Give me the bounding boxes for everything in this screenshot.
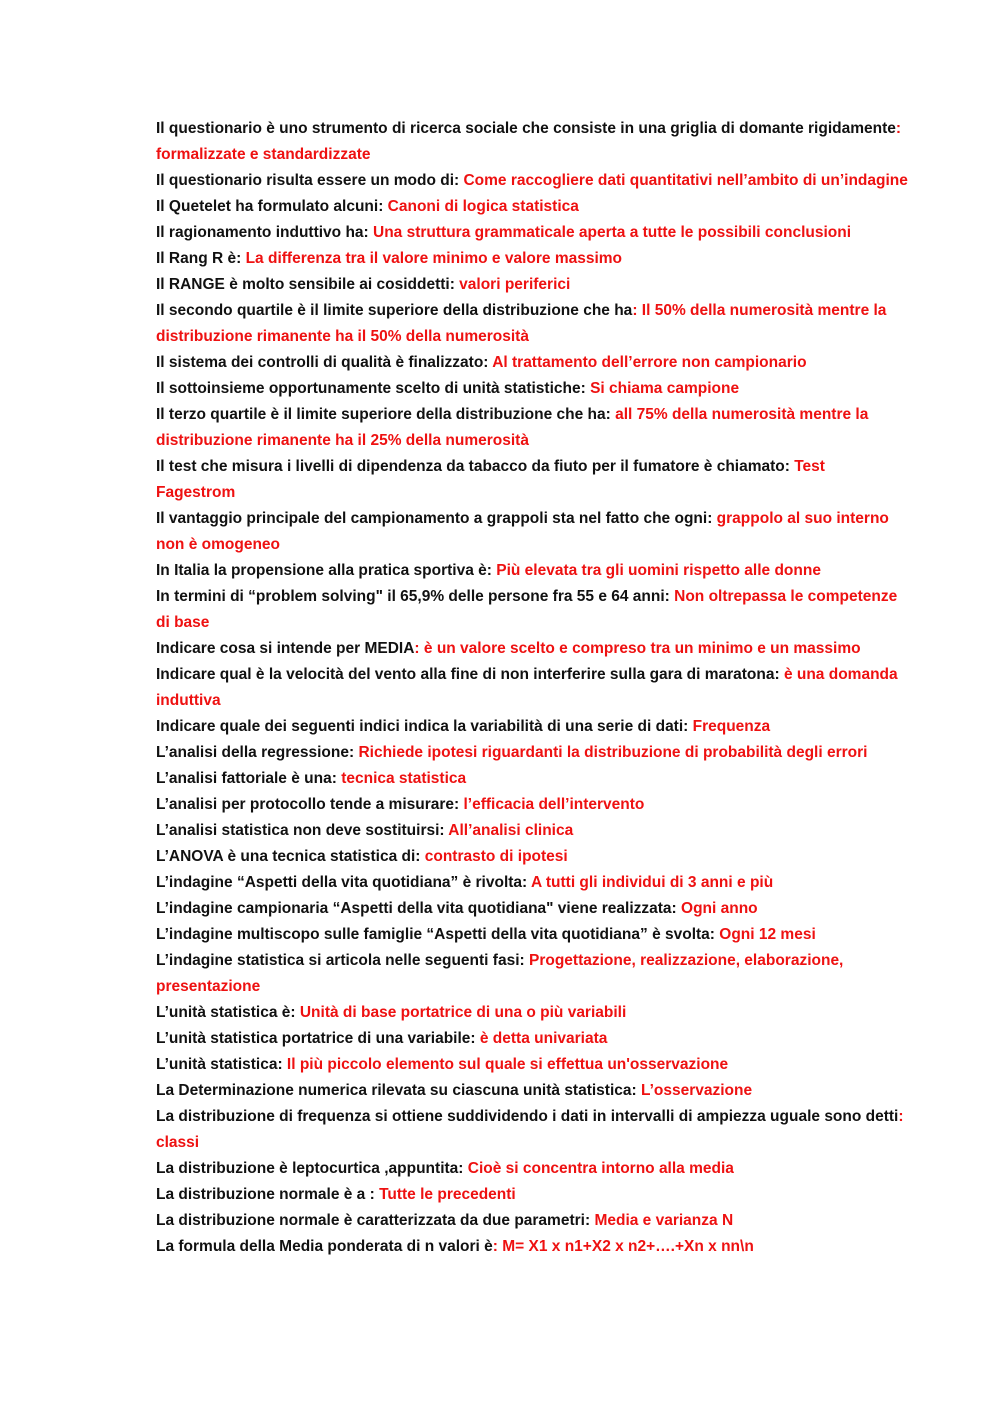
answer-text: Richiede ipotesi riguardanti la distribuzione di probabilità degli errori	[358, 744, 868, 761]
question-text: Il sistema dei controlli di qualità è finalizzato:	[156, 354, 493, 371]
qa-entry	[156, 948, 908, 1000]
answer-text: Si chiama campione	[590, 380, 740, 397]
question-text: Il sottoinsieme opportunamente scelto di unità statistiche:	[156, 380, 591, 397]
qa-entry	[156, 1208, 908, 1234]
qa-entry	[156, 870, 908, 896]
answer-text: : formalizzate e standardizzate	[156, 120, 902, 163]
qa-entry	[156, 844, 908, 870]
answer-text: Frequenza	[692, 718, 771, 735]
question-text: L’unità statistica è:	[156, 1004, 300, 1021]
answer-text: : è un valore scelto e compreso tra un minimo e un massimo	[414, 640, 861, 657]
qa-entry	[156, 766, 908, 792]
qa-entry	[156, 1026, 908, 1052]
question-text: L’ANOVA è una tecnica statistica di:	[156, 848, 425, 865]
qa-entry	[156, 246, 908, 272]
answer-text: : classi	[156, 1108, 904, 1151]
question-text: Il Rang R è:	[156, 250, 246, 267]
qa-entry	[156, 454, 908, 506]
qa-entry	[156, 662, 908, 714]
answer-text: : M= X1 x n1+X2 x n2+….+Xn x nn\n	[492, 1238, 754, 1255]
question-text: L’indagine multiscopo sulle famiglie “Aspetti della vita quotidiana” è svolta:	[156, 926, 720, 943]
qa-entry	[156, 506, 908, 558]
answer-text: Una struttura grammaticale aperta a tutte le possibili conclusioni	[373, 224, 852, 241]
qa-entry	[156, 194, 908, 220]
qa-entry	[156, 1182, 908, 1208]
qa-entry	[156, 298, 908, 350]
qa-entry	[156, 558, 908, 584]
question-text: L’indagine campionaria “Aspetti della vita quotidiana" viene realizzata:	[156, 900, 682, 917]
question-text: Il questionario risulta essere un modo di:	[156, 172, 464, 189]
question-text: La distribuzione normale è caratterizzata da due parametri:	[156, 1212, 595, 1229]
answer-text: La differenza tra il valore minimo e valore massimo	[245, 250, 623, 267]
qa-entry	[156, 1052, 908, 1078]
answer-text: tecnica statistica	[341, 770, 467, 787]
answer-text: l’efficacia dell’intervento	[463, 796, 645, 813]
question-text: L’indagine “Aspetti della vita quotidiana” è rivolta:	[156, 874, 531, 891]
answer-text: Unità di base portatrice di una o più variabili	[299, 1004, 627, 1021]
qa-entry	[156, 818, 908, 844]
qa-entry	[156, 792, 908, 818]
qa-entry	[156, 1104, 908, 1156]
question-text: Indicare quale dei seguenti indici indica la variabilità di una serie di dati:	[156, 718, 693, 735]
answer-text: L’osservazione	[640, 1082, 753, 1099]
question-text: L’analisi fattoriale è una:	[156, 770, 342, 787]
qa-entry	[156, 272, 908, 298]
qa-entry	[156, 584, 908, 636]
document-page	[156, 116, 908, 1260]
qa-entry	[156, 714, 908, 740]
answer-text: Più elevata tra gli uomini rispetto alle donne	[496, 562, 821, 579]
question-text: L’unità statistica portatrice di una variabile:	[156, 1030, 480, 1047]
question-text: Il Quetelet ha formulato alcuni:	[156, 198, 388, 215]
answer-text: Il più piccolo elemento sul quale si effettua un'osservazione	[286, 1056, 729, 1073]
answer-text: Al trattamento dell’errore non campionario	[492, 354, 807, 371]
answer-text: contrasto di ipotesi	[424, 848, 568, 865]
qa-entry	[156, 1234, 908, 1260]
question-text: Il RANGE è molto sensibile ai cosiddetti:	[156, 276, 460, 293]
answer-text: A tutti gli individui di 3 anni e più	[530, 874, 774, 891]
answer-text: è una domanda induttiva	[156, 666, 898, 709]
answer-text: Ogni anno	[681, 900, 758, 917]
answer-text: : Il 50% della numerosità mentre la distribuzione rimanente ha il 50% della numerosità	[156, 302, 887, 345]
qa-entry	[156, 896, 908, 922]
answer-text: Test Fagestrom	[156, 458, 825, 501]
answer-text: Media e varianza N	[594, 1212, 734, 1229]
qa-entry	[156, 1156, 908, 1182]
question-text: L’indagine statistica si articola nelle seguenti fasi:	[156, 952, 529, 969]
qa-entry	[156, 636, 908, 662]
answer-text: grappolo al suo interno non è omogeneo	[156, 510, 889, 553]
question-text: La distribuzione è leptocurtica ,appuntita:	[156, 1160, 468, 1177]
qa-entry	[156, 350, 908, 376]
qa-entry	[156, 168, 908, 194]
question-text: Indicare qual è la velocità del vento alla fine di non interferire sulla gara di maratona:	[156, 666, 784, 683]
answer-text: Canoni di logica statistica	[387, 198, 579, 215]
qa-entry	[156, 220, 908, 246]
question-text: L’analisi statistica non deve sostituirsi:	[156, 822, 449, 839]
qa-entry	[156, 740, 908, 766]
question-text: In termini di “problem solving" il 65,9% delle persone fra 55 e 64 anni:	[156, 588, 675, 605]
answer-text: All’analisi clinica	[448, 822, 574, 839]
qa-entry	[156, 116, 908, 168]
question-text: Indicare cosa si intende per MEDIA	[156, 640, 415, 657]
answer-text: Progettazione, realizzazione, elaborazione, presentazione	[156, 952, 844, 995]
answer-text: Non oltrepassa le competenze di base	[156, 588, 898, 631]
question-text: Il questionario è uno strumento di ricerca sociale che consiste in una griglia di domante rigidamente	[156, 120, 896, 137]
question-text: La formula della Media ponderata di n valori è	[156, 1238, 493, 1255]
qa-entry	[156, 376, 908, 402]
qa-entry	[156, 1000, 908, 1026]
question-text: Il vantaggio principale del campionamento a grappoli sta nel fatto che ogni:	[156, 510, 717, 527]
question-text: L’analisi per protocollo tende a misurare:	[156, 796, 464, 813]
answer-text: all 75% della numerosità mentre la distribuzione rimanente ha il 25% della numerosità	[156, 406, 869, 449]
answer-text: Come raccogliere dati quantitativi nell’ambito di un’indagine	[463, 172, 908, 189]
answer-text: valori periferici	[459, 276, 571, 293]
answer-text: Cioè si concentra intorno alla media	[467, 1160, 734, 1177]
question-text: L’unità statistica:	[156, 1056, 287, 1073]
question-text: La distribuzione di frequenza si ottiene suddividendo i dati in intervalli di ampiezza uguale sono detti	[156, 1108, 899, 1125]
question-text: Il ragionamento induttivo ha:	[156, 224, 373, 241]
qa-entry	[156, 402, 908, 454]
question-text: Il secondo quartile è il limite superiore della distribuzione che ha	[156, 302, 633, 319]
question-text: In Italia la propensione alla pratica sportiva è:	[156, 562, 497, 579]
qa-entry	[156, 922, 908, 948]
question-text: La distribuzione normale è a :	[156, 1186, 380, 1203]
qa-entry	[156, 1078, 908, 1104]
answer-text: Tutte le precedenti	[379, 1186, 516, 1203]
answer-text: Ogni 12 mesi	[719, 926, 816, 943]
question-text: Il terzo quartile è il limite superiore della distribuzione che ha:	[156, 406, 616, 423]
question-text: La Determinazione numerica rilevata su ciascuna unità statistica:	[156, 1082, 641, 1099]
question-text: L’analisi della regressione:	[156, 744, 359, 761]
answer-text: è detta univariata	[479, 1030, 608, 1047]
question-text: Il test che misura i livelli di dipendenza da tabacco da fiuto per il fumatore è chiamato:	[156, 458, 795, 475]
